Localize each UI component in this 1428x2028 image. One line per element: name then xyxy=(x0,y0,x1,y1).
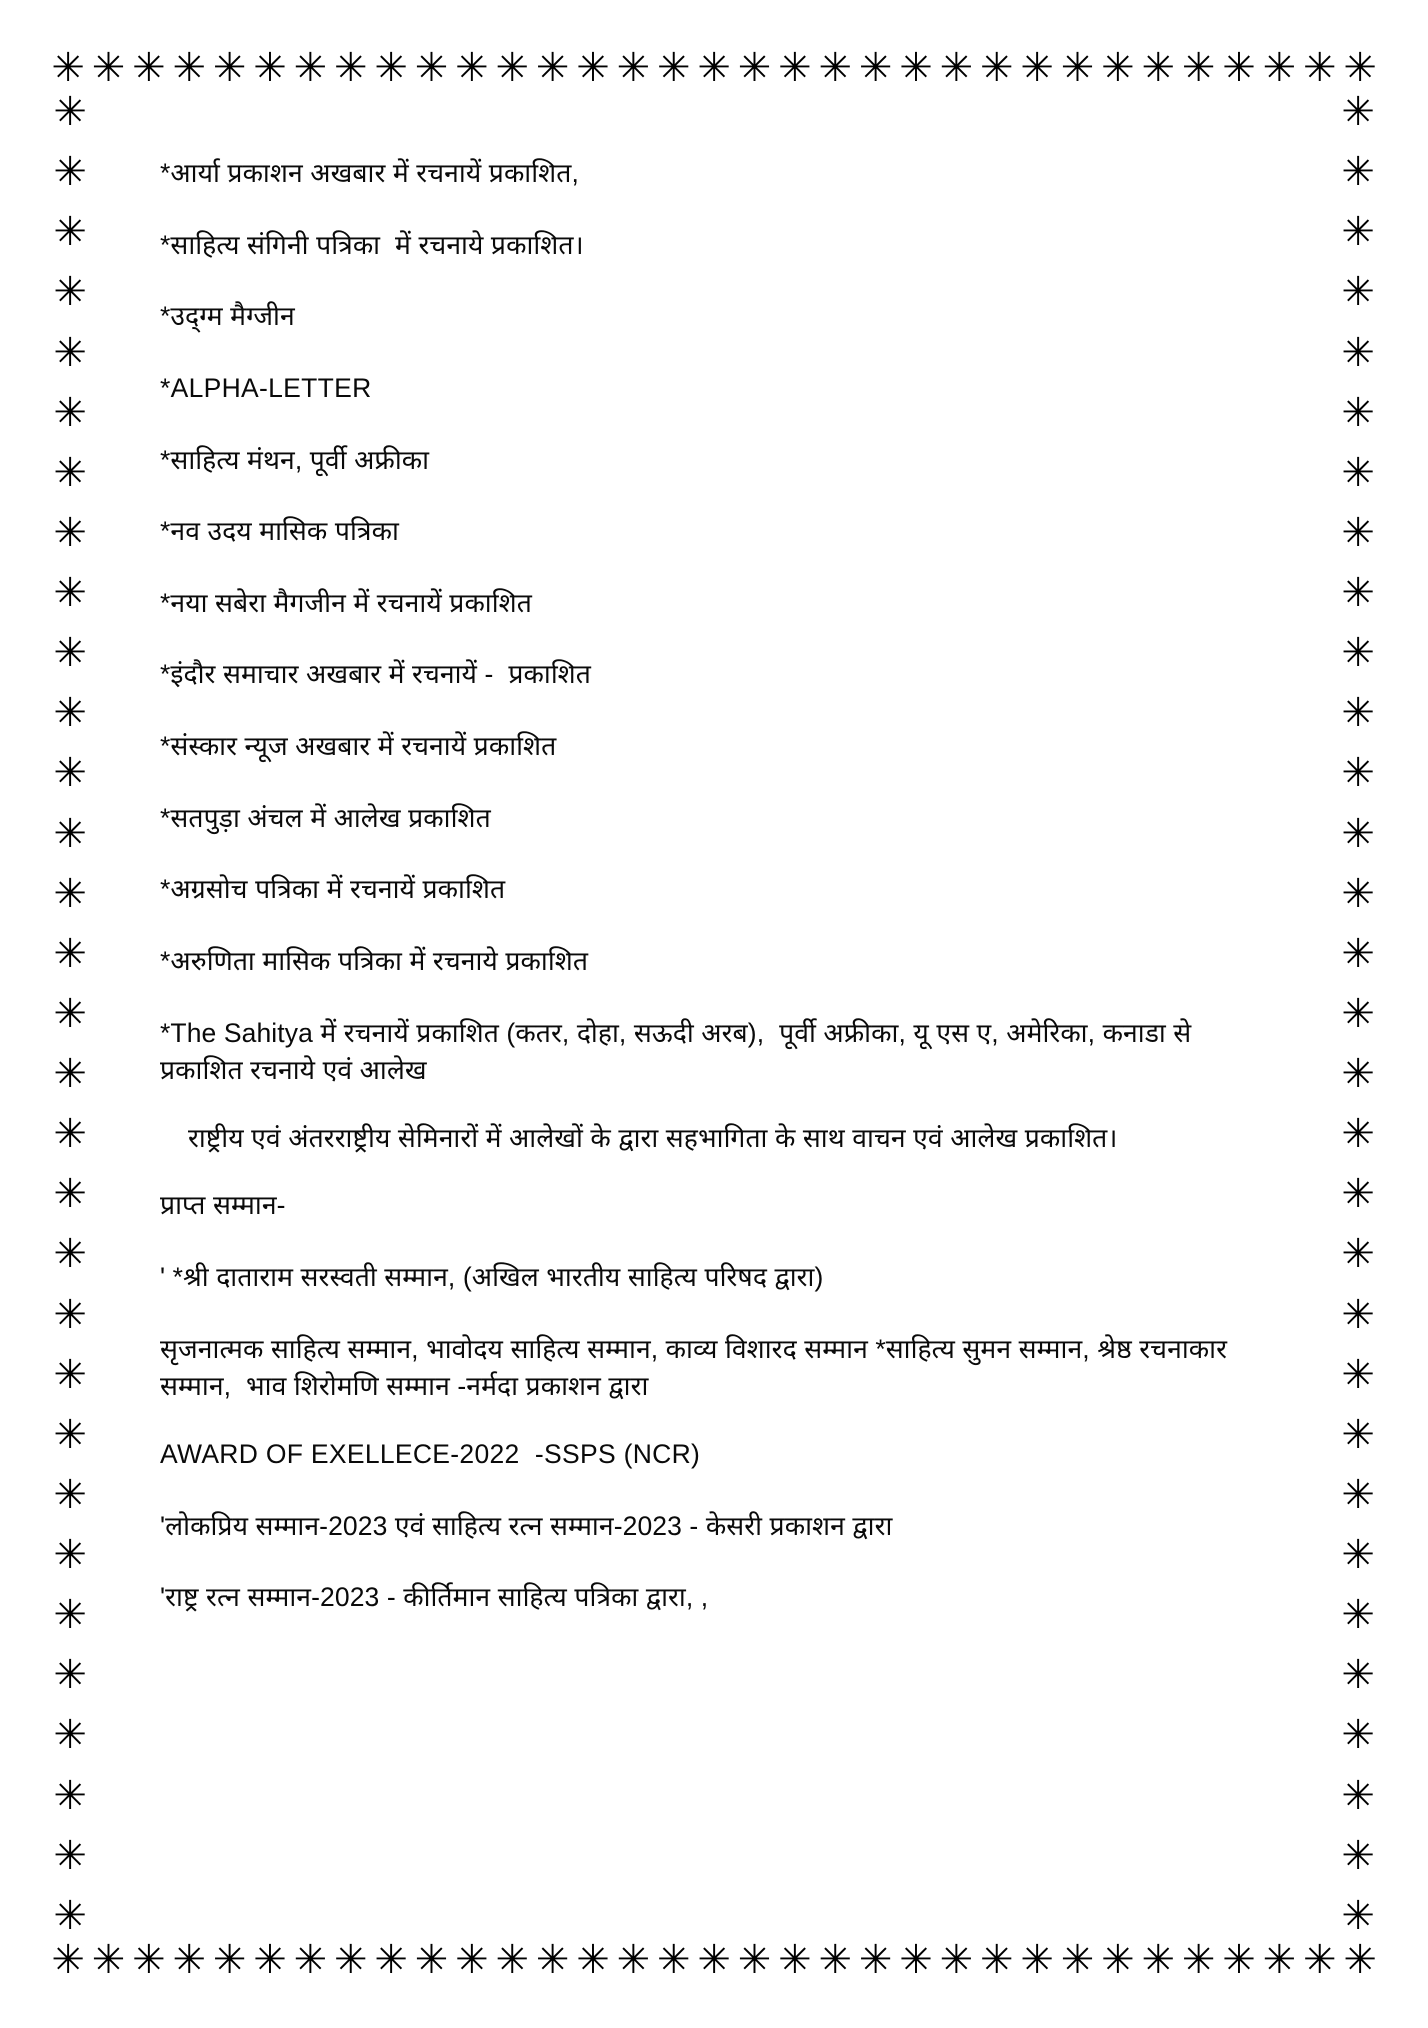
eight-pointed-asterisk-ornament: ✳ xyxy=(53,329,87,376)
eight-pointed-asterisk-ornament: ✳ xyxy=(1341,1111,1375,1158)
eight-pointed-asterisk-ornament: ✳ xyxy=(1341,1892,1375,1939)
eight-pointed-asterisk-ornament: ✳ xyxy=(53,930,87,977)
eight-pointed-asterisk-ornament: ✳ xyxy=(1341,1171,1375,1218)
eight-pointed-asterisk-ornament: ✳ xyxy=(777,45,812,91)
eight-pointed-asterisk-ornament: ✳ xyxy=(53,1532,87,1578)
eight-pointed-asterisk-ornament: ✳ xyxy=(1341,149,1375,196)
eight-pointed-asterisk-ornament: ✳ xyxy=(374,45,408,91)
eight-pointed-asterisk-ornament: ✳ xyxy=(737,1937,772,1983)
eight-pointed-asterisk-ornament: ✳ xyxy=(1020,1937,1054,1983)
award-line-rashtra-ratna: 'राष्ट्र रत्न सम्मान-2023 - कीर्तिमान साहित्य पत्रिका द्वारा, , xyxy=(160,1582,709,1613)
award-paragraph-narmada-prakashan: सृजनात्मक साहित्य सम्मान, भावोदय साहित्य सम्मान, काव्य विशारद सम्मान *साहित्य सुमन सम्मान, श्रेष्ठ रचनाकार सम्मान, भाव शिरोमणि सम्मान -नर्मदा प्रकाशन द्वारा xyxy=(160,1333,1235,1402)
eight-pointed-asterisk-ornament: ✳ xyxy=(1341,1652,1375,1699)
eight-pointed-asterisk-ornament: ✳ xyxy=(253,1937,287,1983)
eight-pointed-asterisk-ornament: ✳ xyxy=(1060,45,1095,91)
eight-pointed-asterisk-ornament: ✳ xyxy=(1343,45,1377,91)
eight-pointed-asterisk-ornament: ✳ xyxy=(1341,810,1375,857)
publication-line-arya-prakashan: *आर्या प्रकाशन अखबार में रचनायें प्रकाशित, xyxy=(160,158,579,188)
publication-line-indore-samachar: *इंदौर समाचार अखबार में रचनायें - प्रकाशित xyxy=(160,659,592,690)
eight-pointed-asterisk-ornament: ✳ xyxy=(1341,389,1375,436)
eight-pointed-asterisk-ornament: ✳ xyxy=(535,45,570,91)
eight-pointed-asterisk-ornament: ✳ xyxy=(1341,1772,1375,1819)
seminars-paragraph: राष्ट्रीय एवं अंतरराष्ट्रीय सेमिनारों में आलेखों के द्वारा सहभागिता के साथ वाचन एवं आलेख प्रकाशित। xyxy=(188,1122,1118,1153)
eight-pointed-asterisk-ornament: ✳ xyxy=(53,990,87,1037)
eight-pointed-asterisk-ornament: ✳ xyxy=(1141,45,1175,91)
border-column-right xyxy=(1336,90,1380,1938)
eight-pointed-asterisk-ornament: ✳ xyxy=(253,45,287,91)
eight-pointed-asterisk-ornament: ✳ xyxy=(53,1832,87,1879)
eight-pointed-asterisk-ornament: ✳ xyxy=(818,45,852,91)
eight-pointed-asterisk-ornament: ✳ xyxy=(1341,690,1375,737)
eight-pointed-asterisk-ornament: ✳ xyxy=(1341,870,1375,917)
eight-pointed-asterisk-ornament: ✳ xyxy=(53,509,87,556)
eight-pointed-asterisk-ornament: ✳ xyxy=(1100,1937,1135,1983)
eight-pointed-asterisk-ornament: ✳ xyxy=(818,1937,852,1983)
eight-pointed-asterisk-ornament: ✳ xyxy=(899,1937,933,1983)
eight-pointed-asterisk-ornament: ✳ xyxy=(131,45,166,91)
eight-pointed-asterisk-ornament: ✳ xyxy=(1302,1937,1337,1983)
eight-pointed-asterisk-ornament: ✳ xyxy=(1341,930,1375,977)
publication-line-udgam-magazine: *उद्ग्म मैग्जीन xyxy=(160,301,295,332)
eight-pointed-asterisk-ornament: ✳ xyxy=(53,1471,87,1518)
document-content xyxy=(160,155,1250,1651)
eight-pointed-asterisk-ornament: ✳ xyxy=(1341,329,1375,376)
eight-pointed-asterisk-ornament: ✳ xyxy=(374,1937,408,1983)
eight-pointed-asterisk-ornament: ✳ xyxy=(172,45,206,91)
eight-pointed-asterisk-ornament: ✳ xyxy=(1341,509,1375,556)
eight-pointed-asterisk-ornament: ✳ xyxy=(293,45,327,91)
eight-pointed-asterisk-ornament: ✳ xyxy=(1341,750,1375,797)
eight-pointed-asterisk-ornament: ✳ xyxy=(1262,45,1296,91)
eight-pointed-asterisk-ornament: ✳ xyxy=(1341,630,1375,677)
publication-line-satpura-anchal: *सतपुड़ा अंचल में आलेख प्रकाशित xyxy=(160,802,491,833)
eight-pointed-asterisk-ornament: ✳ xyxy=(656,45,691,91)
eight-pointed-asterisk-ornament: ✳ xyxy=(939,45,973,91)
award-line-dataram-saraswati: ' *श्री दाताराम सरस्वती सम्मान, (अखिल भारतीय साहित्य परिषद द्वारा) xyxy=(160,1262,824,1292)
award-line-award-of-exellece: AWARD OF EXELLECE-2022 -SSPS (NCR) xyxy=(160,1438,701,1469)
eight-pointed-asterisk-ornament: ✳ xyxy=(697,1937,731,1983)
publication-line-sahitya-manthan: *साहित्य मंथन, पूर्वी अफ्रीका xyxy=(160,444,430,475)
eight-pointed-asterisk-ornament: ✳ xyxy=(1341,1411,1375,1458)
eight-pointed-asterisk-ornament: ✳ xyxy=(1341,209,1375,256)
eight-pointed-asterisk-ornament: ✳ xyxy=(1341,1592,1375,1639)
eight-pointed-asterisk-ornament: ✳ xyxy=(979,1937,1014,1983)
eight-pointed-asterisk-ornament: ✳ xyxy=(53,870,87,917)
eight-pointed-asterisk-ornament: ✳ xyxy=(53,89,87,135)
eight-pointed-asterisk-ornament: ✳ xyxy=(777,1937,812,1983)
border-row-bottom xyxy=(48,1938,1380,1982)
eight-pointed-asterisk-ornament: ✳ xyxy=(495,1937,529,1983)
publication-line-agrasoch-patrika: *अग्रसोच पत्रिका में रचनायें प्रकाशित xyxy=(160,874,506,905)
eight-pointed-asterisk-ornament: ✳ xyxy=(53,1892,87,1939)
eight-pointed-asterisk-ornament: ✳ xyxy=(616,45,650,91)
eight-pointed-asterisk-ornament: ✳ xyxy=(1222,45,1256,91)
eight-pointed-asterisk-ornament: ✳ xyxy=(53,1411,87,1458)
eight-pointed-asterisk-ornament: ✳ xyxy=(1341,89,1375,135)
eight-pointed-asterisk-ornament: ✳ xyxy=(53,1171,87,1218)
eight-pointed-asterisk-ornament: ✳ xyxy=(737,45,772,91)
eight-pointed-asterisk-ornament: ✳ xyxy=(1341,570,1375,616)
eight-pointed-asterisk-ornament: ✳ xyxy=(454,45,489,91)
eight-pointed-asterisk-ornament: ✳ xyxy=(1262,1937,1296,1983)
eight-pointed-asterisk-ornament: ✳ xyxy=(53,750,87,797)
eight-pointed-asterisk-ornament: ✳ xyxy=(858,1937,893,1983)
eight-pointed-asterisk-ornament: ✳ xyxy=(53,810,87,857)
eight-pointed-asterisk-ornament: ✳ xyxy=(53,269,87,316)
eight-pointed-asterisk-ornament: ✳ xyxy=(576,45,610,91)
eight-pointed-asterisk-ornament: ✳ xyxy=(535,1937,570,1983)
eight-pointed-asterisk-ornament: ✳ xyxy=(1341,449,1375,496)
eight-pointed-asterisk-ornament: ✳ xyxy=(858,45,893,91)
eight-pointed-asterisk-ornament: ✳ xyxy=(697,45,731,91)
eight-pointed-asterisk-ornament: ✳ xyxy=(53,690,87,737)
eight-pointed-asterisk-ornament: ✳ xyxy=(172,1937,206,1983)
eight-pointed-asterisk-ornament: ✳ xyxy=(1222,1937,1256,1983)
eight-pointed-asterisk-ornament: ✳ xyxy=(53,1291,87,1338)
eight-pointed-asterisk-ornament: ✳ xyxy=(1181,45,1216,91)
eight-pointed-asterisk-ornament: ✳ xyxy=(51,1937,85,1983)
eight-pointed-asterisk-ornament: ✳ xyxy=(53,209,87,256)
eight-pointed-asterisk-ornament: ✳ xyxy=(1341,1231,1375,1278)
eight-pointed-asterisk-ornament: ✳ xyxy=(51,45,85,91)
eight-pointed-asterisk-ornament: ✳ xyxy=(53,630,87,677)
eight-pointed-asterisk-ornament: ✳ xyxy=(495,45,529,91)
eight-pointed-asterisk-ornament: ✳ xyxy=(53,1712,87,1759)
eight-pointed-asterisk-ornament: ✳ xyxy=(212,1937,247,1983)
eight-pointed-asterisk-ornament: ✳ xyxy=(1341,1712,1375,1759)
eight-pointed-asterisk-ornament: ✳ xyxy=(1341,1051,1375,1097)
eight-pointed-asterisk-ornament: ✳ xyxy=(53,1592,87,1639)
eight-pointed-asterisk-ornament: ✳ xyxy=(1060,1937,1095,1983)
eight-pointed-asterisk-ornament: ✳ xyxy=(939,1937,973,1983)
eight-pointed-asterisk-ornament: ✳ xyxy=(293,1937,327,1983)
eight-pointed-asterisk-ornament: ✳ xyxy=(53,570,87,616)
eight-pointed-asterisk-ornament: ✳ xyxy=(333,1937,368,1983)
eight-pointed-asterisk-ornament: ✳ xyxy=(53,149,87,196)
eight-pointed-asterisk-ornament: ✳ xyxy=(53,389,87,436)
eight-pointed-asterisk-ornament: ✳ xyxy=(53,1111,87,1158)
eight-pointed-asterisk-ornament: ✳ xyxy=(1341,1832,1375,1879)
publication-line-alpha-letter: *ALPHA-LETTER xyxy=(160,372,372,403)
publication-paragraph-the-sahitya: *The Sahitya में रचनायें प्रकाशित (कतर, दोहा, सऊदी अरब), पूर्वी अफ्रीका, यू एस ए, अमेरिका, कनाडा से प्रकाशित रचनाये एवं आलेख xyxy=(160,1017,1199,1086)
eight-pointed-asterisk-ornament: ✳ xyxy=(333,45,368,91)
eight-pointed-asterisk-ornament: ✳ xyxy=(1181,1937,1216,1983)
eight-pointed-asterisk-ornament: ✳ xyxy=(899,45,933,91)
eight-pointed-asterisk-ornament: ✳ xyxy=(1100,45,1135,91)
eight-pointed-asterisk-ornament: ✳ xyxy=(616,1937,650,1983)
eight-pointed-asterisk-ornament: ✳ xyxy=(212,45,247,91)
eight-pointed-asterisk-ornament: ✳ xyxy=(576,1937,610,1983)
award-line-lokpriya-sahitya-ratna: 'लोकप्रिय सम्मान-2023 एवं साहित्य रत्न सम्मान-2023 - केसरी प्रकाशन द्वारा xyxy=(160,1510,893,1541)
eight-pointed-asterisk-ornament: ✳ xyxy=(414,1937,449,1983)
eight-pointed-asterisk-ornament: ✳ xyxy=(1343,1937,1377,1983)
publication-line-sanskar-news: *संस्कार न्यूज अखबार में रचनायें प्रकाशित xyxy=(160,731,557,761)
eight-pointed-asterisk-ornament: ✳ xyxy=(53,1652,87,1699)
eight-pointed-asterisk-ornament: ✳ xyxy=(1341,990,1375,1037)
eight-pointed-asterisk-ornament: ✳ xyxy=(53,1231,87,1278)
border-row-top xyxy=(48,46,1380,90)
eight-pointed-asterisk-ornament: ✳ xyxy=(1141,1937,1175,1983)
eight-pointed-asterisk-ornament: ✳ xyxy=(1341,1351,1375,1398)
eight-pointed-asterisk-ornament: ✳ xyxy=(53,1051,87,1097)
publication-line-nav-uday: *नव उदय मासिक पत्रिका xyxy=(160,516,399,547)
eight-pointed-asterisk-ornament: ✳ xyxy=(1341,1291,1375,1338)
eight-pointed-asterisk-ornament: ✳ xyxy=(53,1351,87,1398)
border-column-left xyxy=(48,90,92,1938)
eight-pointed-asterisk-ornament: ✳ xyxy=(414,45,449,91)
eight-pointed-asterisk-ornament: ✳ xyxy=(91,45,126,91)
eight-pointed-asterisk-ornament: ✳ xyxy=(91,1937,126,1983)
publication-line-sahitya-sangini: *साहित्य संगिनी पत्रिका में रचनाये प्रकाशित। xyxy=(160,229,584,260)
awards-heading: प्राप्त सम्मान- xyxy=(160,1190,286,1221)
eight-pointed-asterisk-ornament: ✳ xyxy=(1020,45,1054,91)
eight-pointed-asterisk-ornament: ✳ xyxy=(1341,1471,1375,1518)
eight-pointed-asterisk-ornament: ✳ xyxy=(1341,269,1375,316)
publication-line-naya-sabera: *नया सबेरा मैगजीन में रचनायें प्रकाशित xyxy=(160,587,532,618)
eight-pointed-asterisk-ornament: ✳ xyxy=(454,1937,489,1983)
eight-pointed-asterisk-ornament: ✳ xyxy=(53,449,87,496)
eight-pointed-asterisk-ornament: ✳ xyxy=(656,1937,691,1983)
eight-pointed-asterisk-ornament: ✳ xyxy=(979,45,1014,91)
eight-pointed-asterisk-ornament: ✳ xyxy=(53,1772,87,1819)
eight-pointed-asterisk-ornament: ✳ xyxy=(1341,1532,1375,1578)
eight-pointed-asterisk-ornament: ✳ xyxy=(131,1937,166,1983)
eight-pointed-asterisk-ornament: ✳ xyxy=(1302,45,1337,91)
publication-line-arunita-masik: *अरुणिता मासिक पत्रिका में रचनाये प्रकाशित xyxy=(160,945,589,976)
